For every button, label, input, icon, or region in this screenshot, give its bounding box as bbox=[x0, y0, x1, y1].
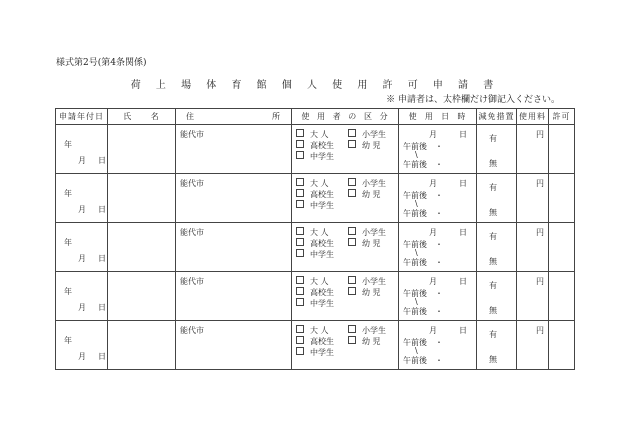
exemption-yes-label: 有 bbox=[489, 330, 497, 339]
application-date-cell[interactable] bbox=[56, 125, 108, 174]
header-name-char: 氏 bbox=[123, 112, 133, 121]
fee-yen-label: 円 bbox=[536, 228, 544, 237]
category-highschool-label: 高校生 bbox=[310, 337, 334, 346]
day-label: 日 bbox=[98, 254, 106, 263]
exemption-cell[interactable] bbox=[477, 272, 517, 321]
header-category-char: 者 bbox=[332, 112, 342, 121]
category-middleschool-label: 中学生 bbox=[310, 201, 334, 210]
start-ampm-label: 午前後 bbox=[403, 338, 427, 347]
checkbox-elementary[interactable] bbox=[348, 325, 356, 333]
permit-cell[interactable] bbox=[549, 272, 575, 321]
end-time-dot: ・ bbox=[435, 160, 443, 169]
category-middleschool-label: 中学生 bbox=[310, 299, 334, 308]
checkbox-highschool[interactable] bbox=[296, 336, 304, 344]
header-fee: 使用料 bbox=[517, 109, 549, 125]
use-month-label: 月 bbox=[429, 130, 437, 139]
address-cell[interactable] bbox=[176, 223, 292, 272]
header-permit: 許可 bbox=[549, 109, 575, 125]
year-label: 年 bbox=[64, 287, 72, 296]
end-ampm-label: 午前後 bbox=[403, 160, 427, 169]
checkbox-highschool[interactable] bbox=[296, 189, 304, 197]
checkbox-middleschool[interactable] bbox=[296, 249, 304, 257]
month-label: 月 bbox=[78, 205, 86, 214]
use-day-label: 日 bbox=[459, 277, 467, 286]
day-label: 日 bbox=[98, 156, 106, 165]
start-time-dot: ・ bbox=[435, 191, 443, 200]
exemption-yes-label: 有 bbox=[489, 183, 497, 192]
header-address-char: 所 bbox=[272, 112, 281, 121]
address-city-label: 能代市 bbox=[180, 179, 204, 188]
fee-yen-label: 円 bbox=[536, 277, 544, 286]
application-date-cell[interactable] bbox=[56, 272, 108, 321]
header-name bbox=[108, 109, 176, 125]
day-label: 日 bbox=[98, 303, 106, 312]
checkbox-middleschool[interactable] bbox=[296, 200, 304, 208]
user-category-cell bbox=[292, 321, 399, 370]
table-row bbox=[56, 223, 575, 272]
end-time-dot: ・ bbox=[435, 356, 443, 365]
checkbox-infant[interactable] bbox=[348, 238, 356, 246]
checkbox-infant[interactable] bbox=[348, 336, 356, 344]
category-highschool-label: 高校生 bbox=[310, 190, 334, 199]
address-city-label: 能代市 bbox=[180, 326, 204, 335]
address-cell[interactable] bbox=[176, 174, 292, 223]
category-adult-label: 大 人 bbox=[310, 277, 329, 286]
header-use-datetime bbox=[399, 109, 477, 125]
range-mark: \ bbox=[415, 346, 418, 355]
header-category-char: 用 bbox=[316, 112, 326, 121]
checkbox-highschool[interactable] bbox=[296, 140, 304, 148]
end-ampm-label: 午前後 bbox=[403, 258, 427, 267]
category-elementary-label: 小学生 bbox=[362, 277, 386, 286]
exemption-cell[interactable] bbox=[477, 174, 517, 223]
range-mark: \ bbox=[415, 248, 418, 257]
checkbox-middleschool[interactable] bbox=[296, 151, 304, 159]
category-adult-label: 大 人 bbox=[310, 130, 329, 139]
start-time-dot: ・ bbox=[435, 142, 443, 151]
category-middleschool-label: 中学生 bbox=[310, 152, 334, 161]
table-row bbox=[56, 321, 575, 370]
name-cell[interactable] bbox=[108, 223, 176, 272]
header-category-char: の bbox=[348, 112, 358, 121]
category-infant-label: 幼 児 bbox=[362, 337, 381, 346]
header-time-char: 用 bbox=[424, 112, 434, 121]
name-cell[interactable] bbox=[108, 272, 176, 321]
month-label: 月 bbox=[78, 254, 86, 263]
use-datetime-cell[interactable] bbox=[399, 174, 477, 223]
header-time-char: 日 bbox=[441, 112, 451, 121]
year-label: 年 bbox=[64, 238, 72, 247]
checkbox-infant[interactable] bbox=[348, 189, 356, 197]
use-month-label: 月 bbox=[429, 326, 437, 335]
instruction-note: ※ 申請者は、太枠欄だけ御記入ください。 bbox=[386, 95, 560, 105]
exemption-cell[interactable] bbox=[477, 321, 517, 370]
category-middleschool-label: 中学生 bbox=[310, 348, 334, 357]
fee-cell[interactable] bbox=[517, 125, 549, 174]
application-date-cell[interactable] bbox=[56, 174, 108, 223]
checkbox-elementary[interactable] bbox=[348, 276, 356, 284]
use-datetime-cell[interactable] bbox=[399, 125, 477, 174]
checkbox-adult[interactable] bbox=[296, 129, 304, 137]
user-category-cell bbox=[292, 272, 399, 321]
use-datetime-cell[interactable] bbox=[399, 321, 477, 370]
application-date-cell[interactable] bbox=[56, 321, 108, 370]
category-adult-label: 大 人 bbox=[310, 179, 329, 188]
header-category-char: 区 bbox=[363, 112, 373, 121]
table-header-row bbox=[56, 109, 575, 125]
fee-yen-label: 円 bbox=[536, 179, 544, 188]
exemption-no-label: 無 bbox=[489, 306, 497, 315]
range-mark: \ bbox=[415, 297, 418, 306]
checkbox-middleschool[interactable] bbox=[296, 347, 304, 355]
category-infant-label: 幼 児 bbox=[362, 190, 381, 199]
header-time-char: 時 bbox=[457, 112, 467, 121]
checkbox-highschool[interactable] bbox=[296, 238, 304, 246]
table-row bbox=[56, 174, 575, 223]
use-month-label: 月 bbox=[429, 277, 437, 286]
day-label: 日 bbox=[98, 205, 106, 214]
month-label: 月 bbox=[78, 352, 86, 361]
address-cell[interactable] bbox=[176, 321, 292, 370]
checkbox-elementary[interactable] bbox=[348, 129, 356, 137]
start-ampm-label: 午前後 bbox=[403, 289, 427, 298]
category-elementary-label: 小学生 bbox=[362, 130, 386, 139]
permit-cell[interactable] bbox=[549, 174, 575, 223]
address-city-label: 能代市 bbox=[180, 277, 204, 286]
exemption-cell[interactable] bbox=[477, 125, 517, 174]
category-elementary-label: 小学生 bbox=[362, 326, 386, 335]
table-row bbox=[56, 125, 575, 174]
category-elementary-label: 小学生 bbox=[362, 179, 386, 188]
month-label: 月 bbox=[78, 303, 86, 312]
category-highschool-label: 高校生 bbox=[310, 141, 334, 150]
category-highschool-label: 高校生 bbox=[310, 239, 334, 248]
application-table bbox=[55, 108, 575, 370]
fee-cell[interactable] bbox=[517, 321, 549, 370]
fee-cell[interactable] bbox=[517, 223, 549, 272]
start-time-dot: ・ bbox=[435, 240, 443, 249]
exemption-no-label: 無 bbox=[489, 208, 497, 217]
end-ampm-label: 午前後 bbox=[403, 209, 427, 218]
permit-cell[interactable] bbox=[549, 223, 575, 272]
range-mark: \ bbox=[415, 199, 418, 208]
exemption-cell[interactable] bbox=[477, 223, 517, 272]
category-middleschool-label: 中学生 bbox=[310, 250, 334, 259]
header-category-char: 分 bbox=[379, 112, 389, 121]
address-city-label: 能代市 bbox=[180, 228, 204, 237]
permit-cell[interactable] bbox=[549, 321, 575, 370]
year-label: 年 bbox=[64, 336, 72, 345]
exemption-yes-label: 有 bbox=[489, 281, 497, 290]
use-day-label: 日 bbox=[459, 130, 467, 139]
start-time-dot: ・ bbox=[435, 338, 443, 347]
use-day-label: 日 bbox=[459, 228, 467, 237]
category-adult-label: 大 人 bbox=[310, 228, 329, 237]
checkbox-adult[interactable] bbox=[296, 325, 304, 333]
checkbox-adult[interactable] bbox=[296, 276, 304, 284]
exemption-no-label: 無 bbox=[489, 159, 497, 168]
fee-yen-label: 円 bbox=[536, 130, 544, 139]
start-ampm-label: 午前後 bbox=[403, 142, 427, 151]
start-ampm-label: 午前後 bbox=[403, 240, 427, 249]
table-row bbox=[56, 272, 575, 321]
name-cell[interactable] bbox=[108, 321, 176, 370]
use-day-label: 日 bbox=[459, 179, 467, 188]
address-cell[interactable] bbox=[176, 272, 292, 321]
user-category-cell bbox=[292, 125, 399, 174]
use-month-label: 月 bbox=[429, 179, 437, 188]
permit-cell[interactable] bbox=[549, 125, 575, 174]
end-ampm-label: 午前後 bbox=[403, 356, 427, 365]
form-number-label: 様式第2号(第4条関係) bbox=[56, 58, 147, 68]
checkbox-highschool[interactable] bbox=[296, 287, 304, 295]
checkbox-adult[interactable] bbox=[296, 227, 304, 235]
address-cell[interactable] bbox=[176, 125, 292, 174]
form-title: 荷 上 場 体 育 館 個 人 使 用 許 可 申 請 書 bbox=[130, 80, 500, 91]
header-application-date: 申請年付日 bbox=[56, 109, 108, 125]
month-label: 月 bbox=[78, 156, 86, 165]
header-address bbox=[176, 109, 292, 125]
fee-cell[interactable] bbox=[517, 174, 549, 223]
checkbox-elementary[interactable] bbox=[348, 178, 356, 186]
use-datetime-cell[interactable] bbox=[399, 223, 477, 272]
end-time-dot: ・ bbox=[435, 258, 443, 267]
address-city-label: 能代市 bbox=[180, 130, 204, 139]
end-time-dot: ・ bbox=[435, 209, 443, 218]
checkbox-infant[interactable] bbox=[348, 140, 356, 148]
year-label: 年 bbox=[64, 140, 72, 149]
checkbox-elementary[interactable] bbox=[348, 227, 356, 235]
category-highschool-label: 高校生 bbox=[310, 288, 334, 297]
category-infant-label: 幼 児 bbox=[362, 239, 381, 248]
range-mark: \ bbox=[415, 150, 418, 159]
user-category-cell bbox=[292, 174, 399, 223]
application-date-cell[interactable] bbox=[56, 223, 108, 272]
header-exemption: 減免措置 bbox=[477, 109, 517, 125]
start-time-dot: ・ bbox=[435, 289, 443, 298]
name-cell[interactable] bbox=[108, 174, 176, 223]
header-time-char: 使 bbox=[408, 112, 418, 121]
fee-yen-label: 円 bbox=[536, 326, 544, 335]
end-ampm-label: 午前後 bbox=[403, 307, 427, 316]
checkbox-infant[interactable] bbox=[348, 287, 356, 295]
header-user-category bbox=[292, 109, 399, 125]
exemption-yes-label: 有 bbox=[489, 134, 497, 143]
header-name-char: 名 bbox=[150, 112, 160, 121]
use-day-label: 日 bbox=[459, 326, 467, 335]
header-address-char: 住 bbox=[186, 112, 195, 121]
exemption-no-label: 無 bbox=[489, 257, 497, 266]
exemption-no-label: 無 bbox=[489, 355, 497, 364]
category-adult-label: 大 人 bbox=[310, 326, 329, 335]
category-infant-label: 幼 児 bbox=[362, 141, 381, 150]
fee-cell[interactable] bbox=[517, 272, 549, 321]
checkbox-adult[interactable] bbox=[296, 178, 304, 186]
header-category-char: 使 bbox=[301, 112, 311, 121]
start-ampm-label: 午前後 bbox=[403, 191, 427, 200]
name-cell[interactable] bbox=[108, 125, 176, 174]
checkbox-middleschool[interactable] bbox=[296, 298, 304, 306]
use-month-label: 月 bbox=[429, 228, 437, 237]
category-infant-label: 幼 児 bbox=[362, 288, 381, 297]
category-elementary-label: 小学生 bbox=[362, 228, 386, 237]
use-datetime-cell[interactable] bbox=[399, 272, 477, 321]
year-label: 年 bbox=[64, 189, 72, 198]
exemption-yes-label: 有 bbox=[489, 232, 497, 241]
day-label: 日 bbox=[98, 352, 106, 361]
user-category-cell bbox=[292, 223, 399, 272]
end-time-dot: ・ bbox=[435, 307, 443, 316]
